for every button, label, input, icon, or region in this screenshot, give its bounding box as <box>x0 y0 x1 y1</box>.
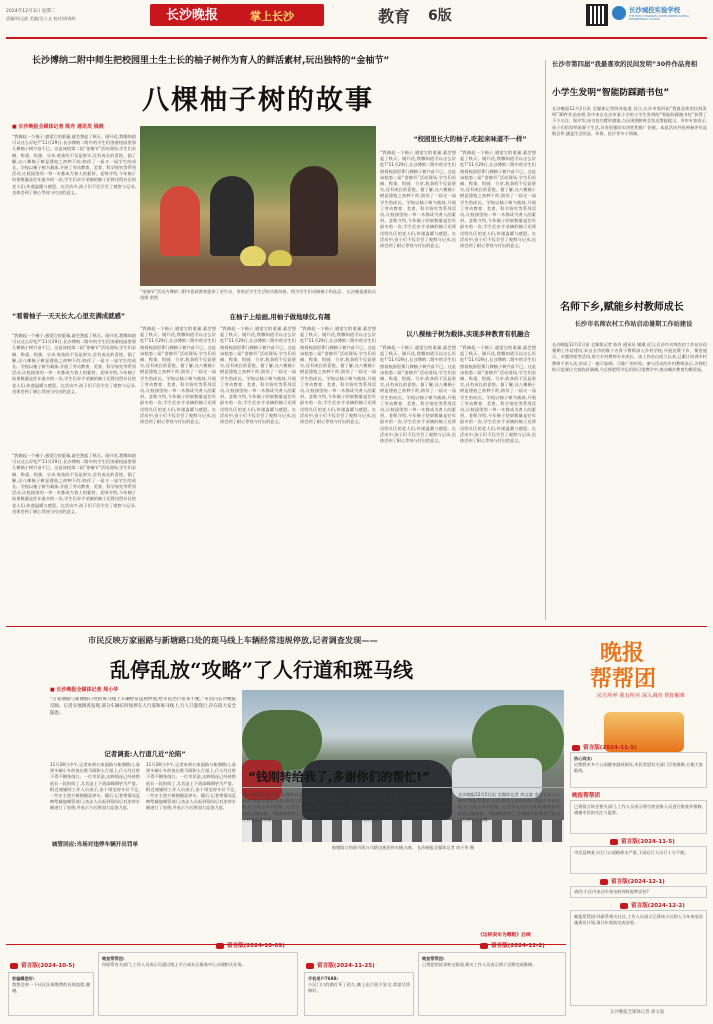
date-line: 2024年12月3日 星期二 <box>6 9 56 14</box>
right-body: 长沙晚报12月2日讯 全媒体记者陈舟报道 近日,长沙市第四届“我最喜欢的民间发明”30件作品亮相,其中来自长沙市某小学的小学生发明的“智能防踩踏书包”获得了不少关注。据介绍,该书包内置传感器,当出现拥挤时会发出警报提示。评审专家表示,孩子们的发明来源于生活,具有很强的实用性和推广价值。本届活动共收到参评作品数百件,涵盖生活用品、环保、医疗等多个领域。 <box>552 106 707 136</box>
speech-bubble-icon <box>10 963 18 969</box>
lower-intro: “万家丽路与新塘路口处的斑马线上车辆经常违规停放,给市民出行带来不便。”市民向长沙晚报反映。记者实地调查发现,部分车辆长时间停在人行道和斑马线上,行人只能绕行,存在较大安全隐患。 <box>50 697 236 716</box>
column-divider <box>545 60 546 620</box>
message-card-7 <box>98 952 298 1016</box>
section-name: 教育 <box>378 7 411 26</box>
masthead <box>0 0 713 42</box>
quote-body-col1: 长沙晚报12月2日讯 全媒体记者 胡文波 市民张女士日前向“晚报帮帮团”求助,称其在某商家购买商品后申请退款,对方迟迟未予处理。记者介入后多方联系,商家最终同意全额退款。“钱刚转给我了,多谢你们的帮忙!”张女士打来电话致谢。 <box>242 792 344 822</box>
quote-title: “钱刚转给我了,多谢你们的帮忙!” <box>248 770 430 784</box>
section-divider <box>6 626 707 627</box>
lead-body-col2: “我摘起一个柚子,感觉它的重量,就会想起了秋天。刚开花,我哪知道可以这么好吃?”11月29日,长沙博纳二附中的学生们围着校园里那几棵柚子树兴奋不已。这是该校第二届“金柚节”活动现场,学生们采摘、称重、绘画、分享,收获的不仅是果实,还有成长的喜悦。据了解,这八棵柚子树是建校之初种下的,陪伴了一届又一届学生的成长。学校以柚子树为载体,开展了劳动教育、美育、科学探究等系列活动,让校园里的一草一木都成为育人的素材。老师介绍,今年柚子结果数量是往年最多的一次,学生们亲手采摘的柚子还将送给社区的老人们,传递温暖与感恩。在活动中,孩子们不仅学会了观察与记录,也体会到了耐心等待与付出的意义。 <box>140 326 216 425</box>
lower-title: 乱停乱放“攻略”了人行道和斑马线 <box>110 658 414 682</box>
lower-body-col1: 11月28日中午,记者来到万家丽路与新塘路口,看到多辆小车停放在斑马线和人行道上,行人经过时不得不侧身绕行。一位市民说,这种情况已经持续很长一段时间了,尤其是上下班高峰期更为严重。附近商铺的工作人员表示,由于周边停车位不足,一些车主图方便便随意停车。随后,记者将情况反映给属地城管部门,执法人员赶到现场后对违停车辆进行了处理,并表示今后将加大巡查力度。 <box>50 762 140 811</box>
speech-bubble-icon <box>306 963 314 969</box>
message-card-5 <box>570 910 707 1006</box>
photo-pomelo-1 <box>240 246 266 268</box>
brand-title-2: 帮帮团 <box>590 666 657 692</box>
message-6-text: 我想咨询一下社区医保缴费的具体流程,谢谢。 <box>12 982 90 994</box>
more-link[interactable]: 《这样卖车为哪般》后续 <box>478 933 531 938</box>
lead-photo-caption: “金柚节”活动为博纳二附中思政教育提供了更生动、更贴近学生生活的实践场景。图为学生们采摘柚子和品尝。 长沙晚报通讯员 钱维 供图 <box>140 289 376 301</box>
message-tag-2: 晚报帮帮团 <box>572 793 600 799</box>
message-7-title: 晚报帮帮团: <box>102 956 125 961</box>
right-kicker-2: 长沙市名师农村工作站启动暑期工作站建设 <box>574 321 693 328</box>
lower-subhead-1: 记者调查:人行道几近“沦陷” <box>104 750 186 758</box>
right-title-2: 名师下乡,赋能乡村教师成长 <box>560 302 684 313</box>
message-tag-5: 留言版(2024-12-2) <box>620 902 685 911</box>
message-card-1 <box>570 752 707 788</box>
message-1-text: 近期我市多个公园健身器材损坏,市民希望有关部门尽快维修,方便大家锻炼。 <box>574 762 703 774</box>
message-card-9 <box>418 952 566 1016</box>
message-tag-6: 留言版(2024-10-5) <box>10 962 75 971</box>
school-name: 长沙城投实验学校 <box>629 6 681 14</box>
lead-body-col7: “我摘起一个柚子,感觉它的重量,就会想起了秋天。刚开花,我哪知道可以这么好吃?”11月29日,长沙博纳二附中的学生们围着校园里那几棵柚子树兴奋不已。这是该校第二届“金柚节”活动现场,学生们采摘、称重、绘画、分享,收获的不仅是果实,还有成长的喜悦。据了解,这八棵柚子树是建校之初种下的,陪伴了一届又一届学生的成长。学校以柚子树为载体,开展了劳动教育、美育、科学探究等系列活动,让校园里的一草一木都成为育人的素材。老师介绍,今年柚子结果数量是往年最多的一次,学生们亲手采摘的柚子还将送给社区的老人们,传递温暖与感恩。在活动中,孩子们不仅学会了观察与记录,也体会到了耐心等待与付出的意义。 <box>380 345 456 444</box>
lead-title: 八棵柚子树的故事 <box>142 85 374 116</box>
right-kicker: 长沙市第四届“我最喜欢的民间发明”30件作品亮相 <box>552 60 698 68</box>
lead-body-col1: “我摘起一个柚子,感觉它的重量,就会想起了秋天。刚开花,我哪知道可以这么好吃?”11月29日,长沙博纳二附中的学生们围着校园里那几棵柚子树兴奋不已。这是该校第二届“金柚节”活动现场,学生们采摘、称重、绘画、分享,收获的不仅是果实,还有成长的喜悦。据了解,这八棵柚子树是建校之初种下的,陪伴了一届又一届学生的成长。学校以柚子树为载体,开展了劳动教育、美育、科学探究等系列活动,让校园里的一草一木都成为育人的素材。老师介绍,今年柚子结果数量是往年最多的一次,学生们亲手采摘的柚子还将送给社区的老人们,传递温暖与感恩。在活动中,孩子们不仅学会了观察与记录,也体会到了耐心等待与付出的意义。 <box>12 134 136 195</box>
message-tag-8: 留言版(2024-11-25) <box>306 962 375 971</box>
lead-subhead-4: 以八棵柚子树为载体,实现多种教育有机融合 <box>406 330 530 338</box>
quote-rule <box>242 787 564 788</box>
lower-byline: ■ 长沙晚报全媒体记者 周小华 <box>50 687 119 693</box>
lead-kicker: 长沙博纳二附中师生把校园里土生土长的柚子树作为育人的鲜活素材,玩出独特的“金柚节” <box>32 56 390 66</box>
quote-body-col3: 长沙晚报12月2日讯 全媒体记者 胡文波 市民张女士日前向“晚报帮帮团”求助,称其在某商家购买商品后申请退款,对方迟迟未予处理。记者介入后多方联系,商家最终同意全额退款。“钱刚转给我了,多谢你们的帮忙!”张女士打来电话致谢。 <box>458 792 560 822</box>
message-tag-9: 留言版(2024-12-2) <box>480 942 545 951</box>
message-5-text: 晚报帮帮团:经联系相关社区,工作人员表示已将该小区纳入今年充电设施建设计划,预计年底前完成安装。 <box>574 914 703 926</box>
page-number: 6版 <box>428 8 452 24</box>
brand-slogan: 民有所呼 我有所应 深入调查 帮你解难 <box>597 693 685 699</box>
lead-body-col6: “我摘起一个柚子,感觉它的重量,就会想起了秋天。刚开花,我哪知道可以这么好吃?”11月29日,长沙博纳二附中的学生们围着校园里那几棵柚子树兴奋不已。这是该校第二届“金柚节”活动现场,学生们采摘、称重、绘画、分享,收获的不仅是果实,还有成长的喜悦。据了解,这八棵柚子树是建校之初种下的,陪伴了一届又一届学生的成长。学校以柚子树为载体,开展了劳动教育、美育、科学探究等系列活动,让校园里的一草一木都成为育人的素材。老师介绍,今年柚子结果数量是往年最多的一次,学生们亲手采摘的柚子还将送给社区的老人们,传递温暖与感恩。在活动中,孩子们不仅学会了观察与记录,也体会到了耐心等待与付出的意义。 <box>460 150 536 249</box>
qr-code-icon <box>586 4 608 26</box>
newspaper-logo: 长沙晚报 <box>166 8 219 23</box>
message-card-4 <box>570 886 707 898</box>
message-9-title: 晚报帮帮团: <box>422 956 445 961</box>
message-8-text: 小区门口的路灯坏了很久,晚上出行很不安全,希望尽快修好。 <box>308 982 410 994</box>
lead-body-col1b: “我摘起一个柚子,感觉它的重量,就会想起了秋天。刚开花,我哪知道可以这么好吃?”11月29日,长沙博纳二附中的学生们围着校园里那几棵柚子树兴奋不已。这是该校第二届“金柚节”活动现场,学生们采摘、称重、绘画、分享,收获的不仅是果实,还有成长的喜悦。据了解,这八棵柚子树是建校之初种下的,陪伴了一届又一届学生的成长。学校以柚子树为载体,开展了劳动教育、美育、科学探究等系列活动,让校园里的一草一木都成为育人的素材。老师介绍,今年柚子结果数量是往年最多的一次,学生们亲手采摘的柚子还将送给社区的老人们,传递温暖与感恩。在活动中,孩子们不仅学会了观察与记录,也体会到了耐心等待与付出的意义。 <box>12 333 136 394</box>
message-tag-7: 留言版(2024-10-09) <box>216 942 285 951</box>
slogan: 掌上长沙 <box>250 10 294 23</box>
photo-person-right <box>290 166 338 256</box>
lower-photo-caption: 新塘路口的斑马线与马路边被违停车辆占满。 长沙晚报全媒体记者 周小华 摄 <box>331 845 475 850</box>
message-4-text: 请问:小区内电动车充电桩何时能够安装? <box>574 889 649 894</box>
photo-person-mid <box>210 176 254 256</box>
right-title: 小学生发明“智能防踩踏书包” <box>552 88 670 98</box>
photo-person-left <box>160 186 200 256</box>
speech-bubble-icon <box>216 943 224 949</box>
quote-body-col2: 长沙晚报12月2日讯 全媒体记者 胡文波 市民张女士日前向“晚报帮帮团”求助,称其在某商家购买商品后申请退款,对方迟迟未予处理。记者介入后多方联系,商家最终同意全额退款。“钱刚转给我了,多谢你们的帮忙!”张女士打来电话致谢。 <box>350 792 452 822</box>
speech-bubble-icon <box>620 903 628 909</box>
school-en: THE FIRST CHANGSHA STATE-OWNED CAPITAL EXPERIMENTAL SCHOOL <box>629 15 690 22</box>
lower-subhead-2: 城管回应:当场对违停车辆开出罚单 <box>51 842 139 848</box>
message-tag-3: 留言版(2024-11-5) <box>610 838 675 847</box>
masthead-rule <box>6 37 707 39</box>
brand-title-1: 晚报 <box>600 640 645 666</box>
lead-photo <box>140 126 376 286</box>
footer-editor: 长沙晚报全媒体记者 胡文波 <box>610 1010 665 1015</box>
message-card-6 <box>8 972 94 1016</box>
message-tag-4: 留言版(2024-12-1) <box>600 878 665 887</box>
message-card-3 <box>570 846 707 874</box>
lead-body-col4: “我摘起一个柚子,感觉它的重量,就会想起了秋天。刚开花,我哪知道可以这么好吃?”11月29日,长沙博纳二附中的学生们围着校园里那几棵柚子树兴奋不已。这是该校第二届“金柚节”活动现场,学生们采摘、称重、绘画、分享,收获的不仅是果实,还有成长的喜悦。据了解,这八棵柚子树是建校之初种下的,陪伴了一届又一届学生的成长。学校以柚子树为载体,开展了劳动教育、美育、科学探究等系列活动,让校园里的一草一木都成为育人的素材。老师介绍,今年柚子结果数量是往年最多的一次,学生们亲手采摘的柚子还将送给社区的老人们,传递温暖与感恩。在活动中,孩子们不仅学会了观察与记录,也体会到了耐心等待与付出的意义。 <box>300 326 376 425</box>
school-logo-icon <box>612 6 626 20</box>
speech-bubble-icon <box>610 839 618 845</box>
message-6-title: 家编辑您好: <box>12 976 35 981</box>
message-9-text: 已将您的诉求转交街道,相关工作人员表示将于近期完成维修。 <box>422 962 537 968</box>
lead-body-col3: “我摘起一个柚子,感觉它的重量,就会想起了秋天。刚开花,我哪知道可以这么好吃?”11月29日,长沙博纳二附中的学生们围着校园里那几棵柚子树兴奋不已。这是该校第二届“金柚节”活动现场,学生们采摘、称重、绘画、分享,收获的不仅是果实,还有成长的喜悦。据了解,这八棵柚子树是建校之初种下的,陪伴了一届又一届学生的成长。学校以柚子树为载体,开展了劳动教育、美育、科学探究等系列活动,让校园里的一草一木都成为育人的素材。老师介绍,今年柚子结果数量是往年最多的一次,学生们亲手采摘的柚子还将送给社区的老人们,传递温暖与感恩。在活动中,孩子们不仅学会了观察与记录,也体会到了耐心等待与付出的意义。 <box>220 326 296 425</box>
lead-subhead-2: 在柚子上绘画,用柚子做地球仪,有趣 <box>229 313 331 321</box>
lead-byline: ■ 长沙晚报全媒体记者 陈舟 通讯员 钱维 <box>12 124 104 130</box>
editor-line: 责编/胡文波 美编/吴立文 校对/周春晖 <box>6 16 76 21</box>
message-card-8 <box>304 972 414 1016</box>
message-1-title: 热心网友: <box>574 756 593 761</box>
lead-body-col1c: “我摘起一个柚子,感觉它的重量,就会想起了秋天。刚开花,我哪知道可以这么好吃?”11月29日,长沙博纳二附中的学生们围着校园里那几棵柚子树兴奋不已。这是该校第二届“金柚节”活动现场,学生们采摘、称重、绘画、分享,收获的不仅是果实,还有成长的喜悦。据了解,这八棵柚子树是建校之初种下的,陪伴了一届又一届学生的成长。学校以柚子树为载体,开展了劳动教育、美育、科学探究等系列活动,让校园里的一草一木都成为育人的素材。老师介绍,今年柚子结果数量是往年最多的一次,学生们亲手采摘的柚子还将送给社区的老人们,传递温暖与感恩。在活动中,孩子们不仅学会了观察与记录,也体会到了耐心等待与付出的意义。 <box>12 453 136 514</box>
message-card-2 <box>570 800 707 834</box>
speech-bubble-icon <box>572 745 580 751</box>
lead-subhead-3: “校园里长大的柚子,吃起来味道不一样” <box>413 135 527 143</box>
message-8-title: 手机用户7688: <box>308 976 339 981</box>
lead-body-col8: “我摘起一个柚子,感觉它的重量,就会想起了秋天。刚开花,我哪知道可以这么好吃?”11月29日,长沙博纳二附中的学生们围着校园里那几棵柚子树兴奋不已。这是该校第二届“金柚节”活动现场,学生们采摘、称重、绘画、分享,收获的不仅是果实,还有成长的喜悦。据了解,这八棵柚子树是建校之初种下的,陪伴了一届又一届学生的成长。学校以柚子树为载体,开展了劳动教育、美育、科学探究等系列活动,让校园里的一草一木都成为育人的素材。老师介绍,今年柚子结果数量是往年最多的一次,学生们亲手采摘的柚子还将送给社区的老人们,传递温暖与感恩。在活动中,孩子们不仅学会了观察与记录,也体会到了耐心等待与付出的意义。 <box>460 345 536 444</box>
lower-kicker: 市民反映万家丽路与新塘路口处的斑马线上车辆经常违规停放,记者调查发现—— <box>88 635 378 645</box>
lead-subhead-1: “看着柚子一天天长大,心里充满成就感” <box>12 312 126 320</box>
speech-bubble-icon <box>600 879 608 885</box>
lead-body-col5: “我摘起一个柚子,感觉它的重量,就会想起了秋天。刚开花,我哪知道可以这么好吃?”11月29日,长沙博纳二附中的学生们围着校园里那几棵柚子树兴奋不已。这是该校第二届“金柚节”活动现场,学生们采摘、称重、绘画、分享,收获的不仅是果实,还有成长的喜悦。据了解,这八棵柚子树是建校之初种下的,陪伴了一届又一届学生的成长。学校以柚子树为载体,开展了劳动教育、美育、科学探究等系列活动,让校园里的一草一木都成为育人的素材。老师介绍,今年柚子结果数量是往年最多的一次,学生们亲手采摘的柚子还将送给社区的老人们,传递温暖与感恩。在活动中,孩子们不仅学会了观察与记录,也体会到了耐心等待与付出的意义。 <box>380 150 456 249</box>
photo-table <box>140 266 376 286</box>
right-body-2: 长沙晚报12月2日讯 全媒体记者 陈舟 通讯员 谢湘 近日,长沙市名师农村工作站启动暑期工作站建设,来自全市的数十名骨干教师深入乡村学校,开展送教下乡、课堂展示、专题讲座等活动,助力乡村教师专业成长。该工作站自成立以来,已累计培训乡村教师千余人次,形成了一批可复制、可推广的经验。参与活动的乡村教师表示,名师们的示范课让大家收获满满,今后将把所学运用到日常教学中,推动城乡教育均衡发展。 <box>552 342 707 372</box>
message-2-text: 已将留言转至相关部门,工作人员表示将尽快安排人员进行排查并维修,感谢市民的关注与监督。 <box>574 804 703 816</box>
speech-bubble-icon <box>480 943 488 949</box>
message-7-text: 经联系有关部门,工作人员表示可通过线上平台或社区服务中心办理相关业务。 <box>102 962 246 968</box>
lower-body-col2: 11月28日中午,记者来到万家丽路与新塘路口,看到多辆小车停放在斑马线和人行道上,行人经过时不得不侧身绕行。一位市民说,这种情况已经持续很长一段时间了,尤其是上下班高峰期更为严重。附近商铺的工作人员表示,由于周边停车位不足,一些车主图方便便随意停车。随后,记者将情况反映给属地城管部门,执法人员赶到现场后对违停车辆进行了处理,并表示今后将加大巡查力度。 <box>146 762 236 811</box>
message-3-text: 市民反映某小区门口道路积水严重,下雨后行人出行十分不便。 <box>574 850 689 855</box>
message-tag-1: 留言版(2024-11-5) <box>572 744 637 753</box>
